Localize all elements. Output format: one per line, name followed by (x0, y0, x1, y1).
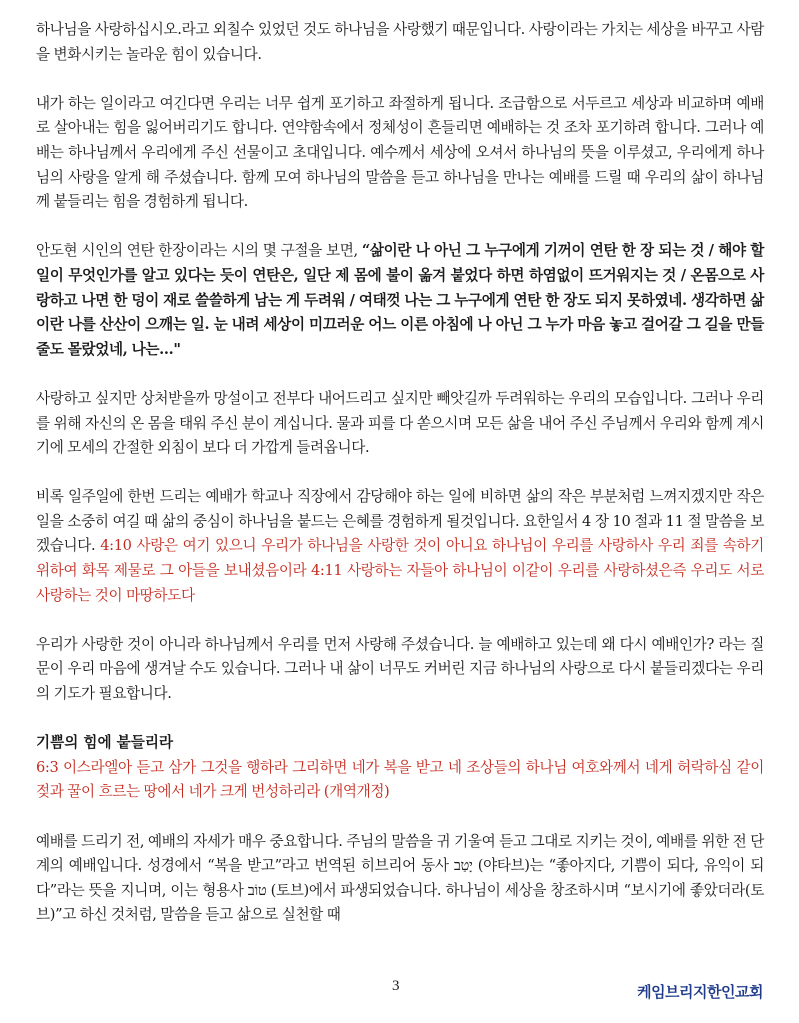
scripture-deut-6-3: 6:3 이스라엘아 듣고 삼가 그것을 행하라 그리하면 네가 복을 받고 네 조상들의 하나님 여호와께서 네게 허락하심 같이 젖과 꿀이 흐르는 땅에서 네가 크게 번성하리라 (개역개정) (36, 758, 764, 801)
paragraph-3 (36, 239, 764, 362)
paragraph-7: 예배를 드리기 전, 예배의 자세가 매우 중요합니다. 주님의 말씀을 귀 기울여 듣고 그대로 지키는 것이, 예배를 위한 전 단계의 예배입니다. 성경에서 “복을 받고”라고 번역된 히브리어 동사 יָטַב (야타브)는 “좋아지다, 기쁨이 되다, 유익이 되다”라는 뜻을 지니며, 이는 형용사 טוֹב (토브)에서 파생되었습니다. 하나님이 세상을 창조하시며 “보시기에 좋았더라(토브)”고 하신 것처럼, 말씀을 듣고 삶으로 실천할 때 (36, 832, 764, 924)
paragraph-5 (36, 485, 764, 608)
section-heading: 기쁨의 힘에 붙들리라 (36, 734, 174, 752)
church-name: 케임브리지한인교회 (637, 983, 763, 1001)
paragraph-2: 내가 하는 일이라고 여긴다면 우리는 너무 쉽게 포기하고 좌절하게 됩니다. 조급함으로 서두르고 세상과 비교하며 예배로 살아내는 힘을 잃어버리기도 합니다. 연약함속에서 정체성이 흔들리면 예배하는 것 조차 포기하려 합니다. 그러나 예배는 하나님께서 우리에게 주신 선물이고 초대입니다. 예수께서 세상에 오셔서 하나님의 뜻을 이루셨고, 우리에게 하나님의 사랑을 알게 해 주셨습니다. 함께 모여 하나님의 말씀을 듣고 하나님을 만나는 예배를 드릴 때 우리의 삶이 하나님께 붙들리는 힘을 경험하게 됩니다. (36, 94, 764, 211)
scripture-1john-4-10-11: 4:10 사랑은 여기 있으니 우리가 하나님을 사랑한 것이 아니요 하나님이 우리를 사랑하사 우리 죄를 속하기 위하여 화목 제물로 그 아들을 보내셨음이라 4:11 사랑하는 자들아 하나님이 이같이 우리를 사랑하셨은즉 우리도 서로 사랑하는 것이 마땅하도다 (36, 537, 764, 604)
page-number: 3 (392, 978, 400, 994)
paragraph-4: 사랑하고 싶지만 상처받을까 망설이고 전부다 내어드리고 싶지만 빼앗길까 두려워하는 우리의 모습입니다. 그러나 우리를 위해 자신의 온 몸을 태워 주신 분이 계십니다. 물과 피를 다 쏟으시며 모든 삶을 내어 주신 주님께서 우리와 함께 계시기에 모세의 간절한 외침이 보다 더 가깝게 들려옵니다. (36, 389, 764, 457)
document-body (36, 18, 764, 928)
poem-quote: “삶이란 나 아닌 그 누구에게 기꺼이 연탄 한 장 되는 것 / 해야 할 일이 무엇인가를 알고 있다는 듯이 연탄은, 일단 제 몸에 불이 옮겨 붙었다 하면 하염없이 뜨거워지는 것 / 온몸으로 사랑하고 나면 한 덩이 재로 쓸쓸하게 남는 게 두려워 / 여태껏 나는 그 누구에게 연탄 한 장도 되지 못하였네. 생각하면 삶이란 나를 산산이 으깨는 일. 눈 내려 세상이 미끄러운 어느 이른 아침에 나 아닌 그 누가 마음 놓고 걸어갈 그 길을 만들 줄도 몰랐었네, 나는..." (36, 242, 765, 358)
poem-intro: 안도현 시인의 연탄 한장이라는 시의 몇 구절을 보면, (36, 242, 362, 260)
paragraph-1: 하나님을 사랑하십시오.라고 외칠수 있었던 것도 하나님을 사랑했기 때문입니다. 사랑이라는 가치는 세상을 바꾸고 사람을 변화시키는 놀라운 힘이 있습니다. (36, 21, 764, 63)
paragraph-6: 우리가 사랑한 것이 아니라 하나님께서 우리를 먼저 사랑해 주셨습니다. 늘 예배하고 있는데 왜 다시 예배인가? 라는 질문이 우리 마음에 생겨날 수도 있습니다. 그러나 내 삶이 너무도 커버린 지금 하나님의 사랑으로 다시 붙들리겠다는 우리의 기도가 필요합니다. (36, 635, 764, 703)
paragraph-5-text: 비록 일주일에 한번 드리는 예배가 학교나 직장에서 감당해야 하는 일에 비하면 삶의 작은 부분처럼 느껴지겠지만 작은 일을 소중히 여길 때 삶의 중심이 하나님을 붙드는 은혜를 경험하게 될것입니다. 요한일서 4 장 10 절과 11 절 말씀을 보겠습니다. (36, 488, 764, 555)
